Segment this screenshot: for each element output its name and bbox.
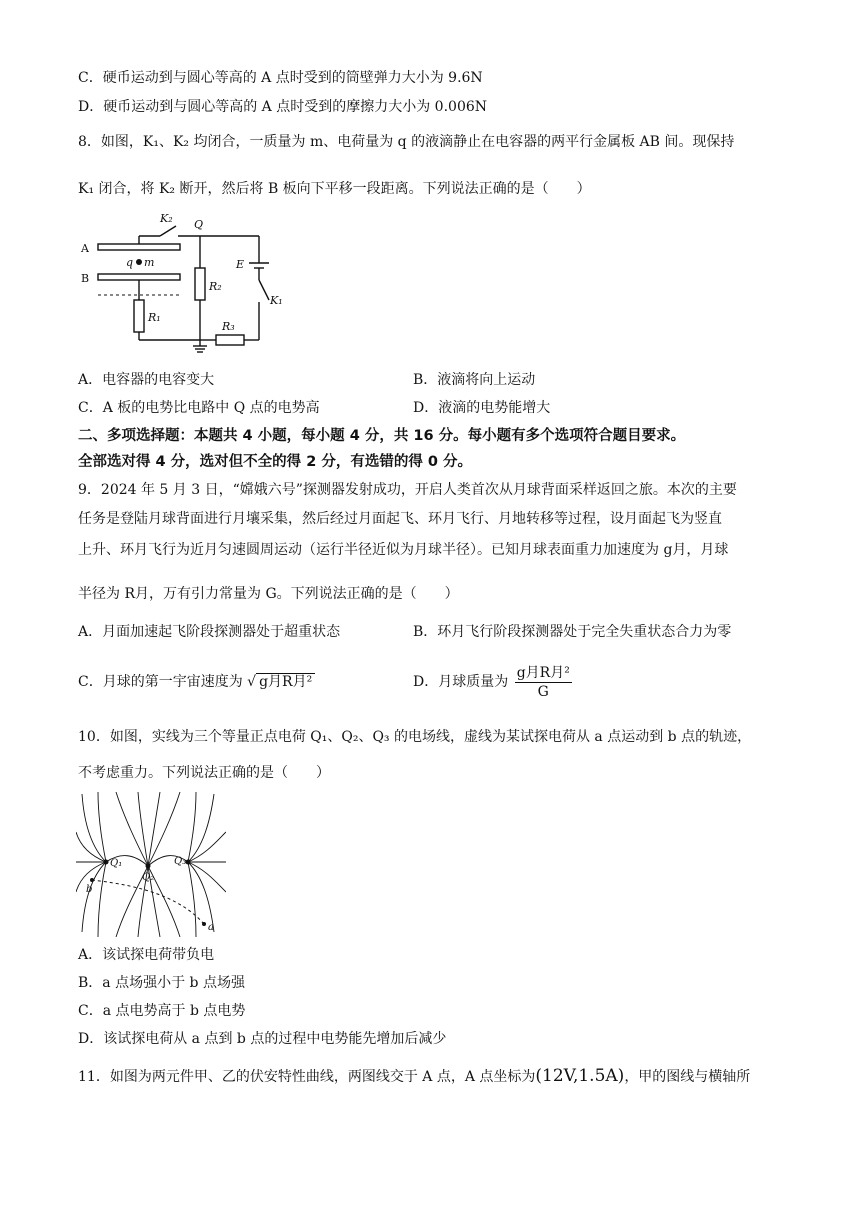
q9-fraction <box>515 664 572 701</box>
plate-a-label: A <box>81 242 89 255</box>
q8-circuit-figure <box>76 208 296 358</box>
q9-option-d-text: D．月球质量为 <box>413 674 509 690</box>
q9-fraction-denominator: G <box>537 683 549 700</box>
q3-label: Q₃ <box>174 856 187 867</box>
q9-option-c <box>78 662 315 702</box>
q9-option-a: A．月面加速起飞阶段探测器处于超重状态 <box>78 624 341 640</box>
section2-heading-line1: 二、多项选择题：本题共 4 小题，每小题 4 分，共 16 分。每小题有多个选项符合题目要求。 <box>78 428 686 444</box>
q9-sqrt-expression: √ g月R月² <box>247 662 315 702</box>
q10-option-b: B．a 点场强小于 b 点场强 <box>78 975 245 991</box>
droplet-q-label: q <box>126 256 134 269</box>
q11-coordinate: (12V,1.5A) <box>535 1066 625 1086</box>
q-node-label: Q <box>194 218 204 231</box>
q10-option-c: C．a 点电势高于 b 点电势 <box>78 1003 246 1019</box>
point-b-label: b <box>86 884 93 895</box>
q1-label: Q₁ <box>110 858 123 869</box>
q7-option-d: D．硬币运动到与圆心等高的 A 点时受到的摩擦力大小为 0.006N <box>78 99 488 115</box>
q2-label: Q₂ <box>142 872 155 883</box>
q10-stem-line1: 10．如图，实线为三个等量正点电荷 Q₁、Q₂、Q₃ 的电场线，虚线为某试探电荷从 a 点运动到 b 点的轨迹， <box>78 729 752 745</box>
battery-e-label: E <box>236 258 245 271</box>
q9-option-b: B．环月飞行阶段探测器处于完全失重状态合力为零 <box>413 624 732 640</box>
q8-stem-line2: K₁ 闭合，将 K₂ 断开，然后将 B 板向下平移一段距离。下列说法正确的是（ ） <box>78 181 591 197</box>
q10-stem-line2: 不考虑重力。下列说法正确的是（ ） <box>78 765 330 781</box>
q9-stem-line4: 半径为 R月，万有引力常量为 G。下列说法正确的是（ ） <box>78 586 459 602</box>
q7-option-c: C．硬币运动到与圆心等高的 A 点时受到的筒壁弹力大小为 9.6N <box>78 70 483 86</box>
q9-stem-line2: 任务是登陆月球背面进行月壤采集，然后经过月面起飞、环月飞行、月地转移等过程，设月面起飞为竖直 <box>78 511 722 527</box>
q9-option-d <box>413 662 572 702</box>
droplet-m-label: m <box>144 256 155 269</box>
q10-option-a: A．该试探电荷带负电 <box>78 947 215 963</box>
point-a-label: a <box>208 922 214 933</box>
q10-field-figure <box>76 792 226 937</box>
q11-stem-text-tail: ，甲的图线与横轴所 <box>624 1069 751 1085</box>
q9-option-c-text: C．月球的第一宇宙速度为 <box>78 674 243 690</box>
section2-heading-line2: 全部选对得 4 分，选对但不全的得 2 分，有选错的得 0 分。 <box>78 454 473 470</box>
q9-stem-line3: 上升、环月飞行为近月匀速圆周运动（运行半径近似为月球半径）。已知月球表面重力加速度为 g月，月球 <box>78 542 729 558</box>
q11-stem-line1 <box>78 1066 750 1087</box>
q8-stem-line1: 8．如图，K₁、K₂ 均闭合，一质量为 m、电荷量为 q 的液滴静止在电容器的两平行金属板 AB 间。现保持 <box>78 134 735 150</box>
q11-stem-text: 11．如图为两元件甲、乙的伏安特性曲线，两图线交于 A 点，A 点坐标为 <box>78 1069 536 1085</box>
k2-label: K₂ <box>160 212 173 225</box>
q9-stem-line1: 9．2024 年 5 月 3 日，“嫦娥六号”探测器发射成功，开启人类首次从月球背面采样返回之旅。本次的主要 <box>78 482 737 498</box>
r3-label: R₃ <box>222 320 235 333</box>
q8-option-b: B．液滴将向上运动 <box>413 372 536 388</box>
k1-label: K₁ <box>270 294 283 307</box>
q10-option-d: D．该试探电荷从 a 点到 b 点的过程中电势能先增加后减少 <box>78 1031 447 1047</box>
q9-fraction-numerator: g月R月² <box>516 664 570 681</box>
q8-option-d: D．液滴的电势能增大 <box>413 400 551 416</box>
q8-option-a: A．电容器的电容变大 <box>78 372 215 388</box>
r1-label: R₁ <box>148 311 161 324</box>
plate-b-label: B <box>81 272 90 285</box>
r2-label: R₂ <box>209 280 222 293</box>
q8-option-c: C．A 板的电势比电路中 Q 点的电势高 <box>78 400 320 416</box>
